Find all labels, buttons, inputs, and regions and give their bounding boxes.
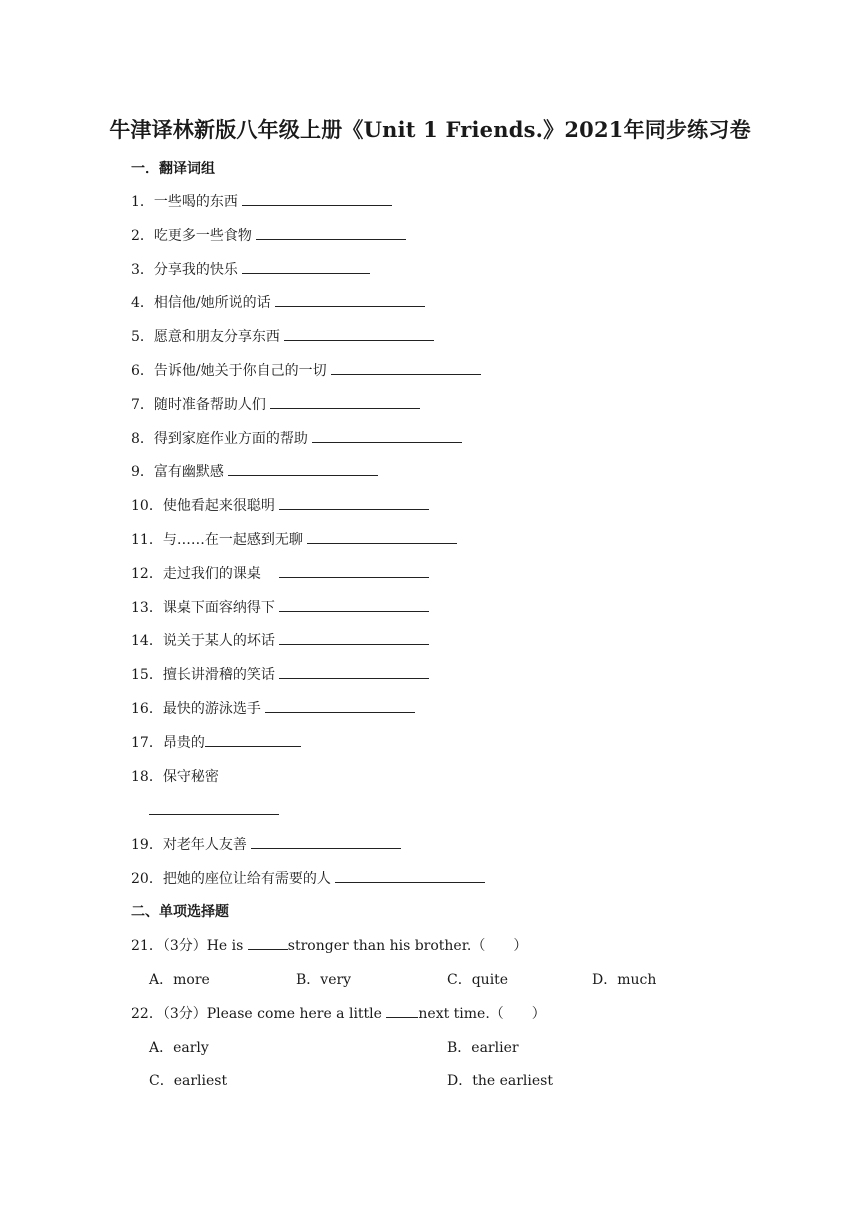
answer-blank[interactable] [312,428,462,443]
question-prefix: 22．（3分）Please come here a little [131,1006,387,1022]
q22-option-b[interactable]: B．earlier [447,1040,519,1056]
question-blank[interactable] [386,1004,418,1018]
item-text: 14．说关于某人的坏话 [131,633,275,649]
item-text: 1．一些喝的东西 [131,194,238,210]
translation-item-2 [131,225,406,245]
translation-item-19 [131,834,401,854]
question-prefix: 21．（3分）He is [131,938,248,954]
translation-item-8 [131,428,462,448]
translation-item-13 [131,597,429,617]
translation-item-15 [131,664,429,684]
answer-blank[interactable] [279,597,429,612]
translation-item-10 [131,495,429,515]
answer-blank[interactable] [335,868,485,883]
item-text: 19．对老年人友善 [131,837,247,853]
answer-blank[interactable] [242,259,370,274]
item-text: 2．吃更多一些食物 [131,228,252,244]
translation-item-18 [131,766,219,786]
answer-blank[interactable] [284,326,434,341]
answer-blank[interactable] [279,563,429,578]
answer-blank[interactable] [251,834,401,849]
answer-blank[interactable] [256,225,406,240]
item-text: 13．课桌下面容纳得下 [131,600,275,616]
translation-item-14 [131,630,429,650]
q21-option-b[interactable]: B．very [296,972,352,988]
translation-item-6 [131,360,481,380]
item-text: 4．相信他/她所说的话 [131,295,271,311]
translation-item-9 [131,461,378,481]
translation-item-7 [131,394,420,414]
item-text: 5．愿意和朋友分享东西 [131,329,280,345]
item-text: 15．擅长讲滑稽的笑话 [131,667,275,683]
answer-blank[interactable] [228,461,378,476]
item-text: 7．随时准备帮助人们 [131,397,266,413]
answer-blank[interactable] [279,630,429,645]
item-text: 9．富有幽默感 [131,464,224,480]
answer-blank[interactable] [205,732,301,747]
item-text: 8．得到家庭作业方面的帮助 [131,431,308,447]
answer-blank[interactable] [275,292,425,307]
item-text: 10．使他看起来很聪明 [131,498,275,514]
item-text: 18．保守秘密 [131,769,219,785]
translation-item-16 [131,698,415,718]
question-21 [131,935,527,955]
answer-blank[interactable] [279,664,429,679]
q21-option-d[interactable]: D．much [592,972,657,988]
q22-option-d[interactable]: D．the earliest [447,1073,553,1089]
question-suffix: stronger than his brother.（ ） [287,938,528,954]
translation-item-17 [131,732,301,752]
translation-item-4 [131,292,425,312]
item-text: 16．最快的游泳选手 [131,701,261,717]
q21-option-a[interactable]: A．more [149,972,210,988]
translation-item-5 [131,326,434,346]
answer-blank[interactable] [331,360,481,375]
answer-blank[interactable] [270,394,420,409]
question-blank[interactable] [248,936,288,950]
question-22 [131,1003,546,1023]
item-text: 11．与……在一起感到无聊 [131,532,303,548]
item-text: 20．把她的座位让给有需要的人 [131,871,331,887]
translation-item-11 [131,529,457,549]
question-suffix: next time.（ ） [418,1006,546,1022]
answer-blank[interactable] [307,529,457,544]
item-text: 6．告诉他/她关于你自己的一切 [131,363,327,379]
answer-blank[interactable] [279,495,429,510]
answer-blank[interactable] [265,698,415,713]
translation-item-20 [131,868,485,888]
q22-option-a[interactable]: A．early [149,1040,209,1056]
page-title: 牛津译林新版八年级上册《Unit 1 Friends.》2021年同步练习卷 [109,117,751,142]
translation-item-1 [131,191,392,211]
translation-item-3 [131,259,370,279]
translation-item-12 [131,563,429,583]
item-text: 3．分享我的快乐 [131,262,238,278]
item-text: 12．走过我们的课桌 [131,566,261,582]
answer-blank[interactable] [242,191,392,206]
section-heading-multiple-choice: 二、单项选择题 [131,904,229,920]
q22-option-c[interactable]: C．earliest [149,1073,228,1089]
answer-blank-item-18[interactable] [149,814,279,815]
item-text: 17．昂贵的 [131,735,205,751]
section-heading-translation: 一．翻译词组 [131,161,215,177]
q21-option-c[interactable]: C．quite [447,972,509,988]
